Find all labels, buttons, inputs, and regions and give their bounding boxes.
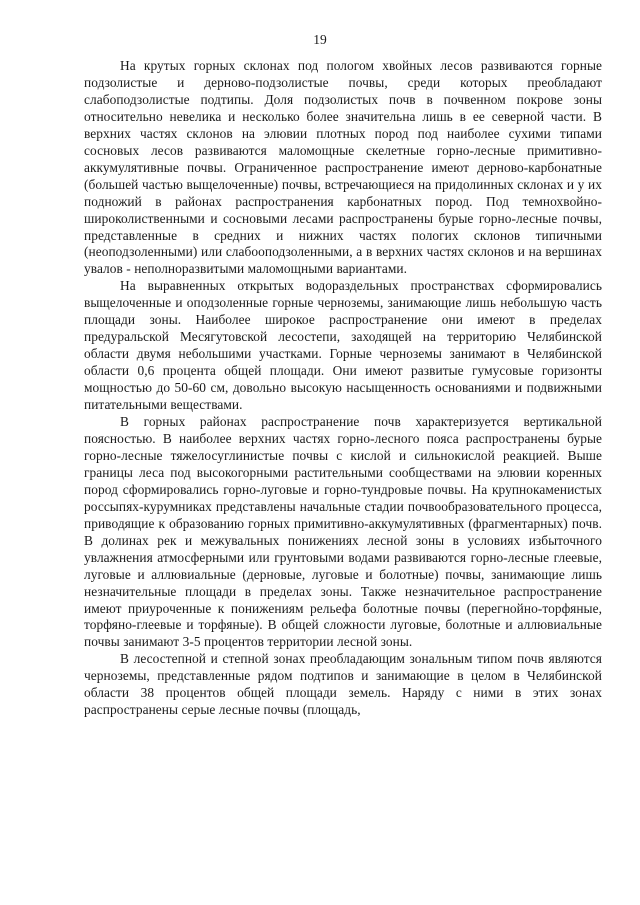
paragraph: На крутых горных склонах под пологом хвойных лесов развиваются горные подзолистые и дерново-подзолистые почвы, среди которых преобладают слабоподзолистые подтипы. Доля подзолистых почв в почвенном покрове зоны относительно невелика и несколько более значительна лишь в ее северной части. В верхних частях склонов на элювии плотных пород под наиболее сухими типами сосновых лесов развиваются маломощные скелетные горно-лесные примитивно-аккумулятивные почвы. Ограниченное распространение имеют дерново-карбонатные (большей частью выщелоченные) почвы, встречающиеся на придолинных склонах и у их подножий в районах распространения карбонатных пород. Под темнохвойно-широколиственными и сосновыми лесами распространены бурые горно-лесные почвы, представленные в средних и нижних частях пологих склонов типичными (неоподзоленными) или слабооподзоленными, а в верхних частях склонов и на вершинах увалов - неполноразвитыми маломощными вариантами. [84,58,602,277]
body-text [84,58,602,719]
page-number: 19 [313,32,327,47]
paragraph: В лесостепной и степной зонах преобладающим зональным типом почв являются черноземы, представленные рядом подтипов и занимающие в целом в Челябинской области 38 процентов общей площади земель. Наряду с ними в этих зонах распространены серые лесные почвы (площадь, [84,651,602,718]
paragraph: В горных районах распространение почв характеризуется вертикальной поясностью. В наиболее верхних частях горно-лесного пояса распространены бурые горно-лесные тяжелосуглинистые почвы с кислой и сильнокислой реакцией. Выше границы леса под высокогорными растительными сообществами на элювии коренных пород сформировались горно-луговые и горно-тундровые почвы. На крупнокаменистых россыпях-курумниках представлены начальные стадии почвообразовательного процесса, приводящие к образованию горных примитивно-аккумулятивных (фрагментарных) почв. В долинах рек и межувальных понижениях лесной зоны в условиях избыточного увлажнения атмосферными или грунтовыми водами развиваются горно-лесные глеевые, луговые и аллювиальные (дерновые, луговые и болотные) почвы, занимающие лишь незначительные площади в пределах зоны. Также незначительное распространение имеют приуроченные к понижениям рельефа болотные почвы (перегнойно-торфяные, торфяно-глеевые и торфяные). В общей сложности луговые, болотные и аллювиальные почвы занимают 3-5 процентов территории лесной зоны. [84,414,602,650]
paragraph: На выравненных открытых водораздельных пространствах сформировались выщелоченные и оподзоленные горные черноземы, занимающие лишь небольшую часть площади зоны. Наиболее широкое распространение они имеют в пределах предуральской Месягутовской лесостепи, заходящей на территорию Челябинской области двумя небольшими участками. Горные черноземы занимают в Челябинской области 0,6 процента общей площади. Они имеют развитые гумусовые горизонты мощностью до 50-60 см, довольно высокую насыщенность основаниями и подвижными питательными веществами. [84,278,602,413]
